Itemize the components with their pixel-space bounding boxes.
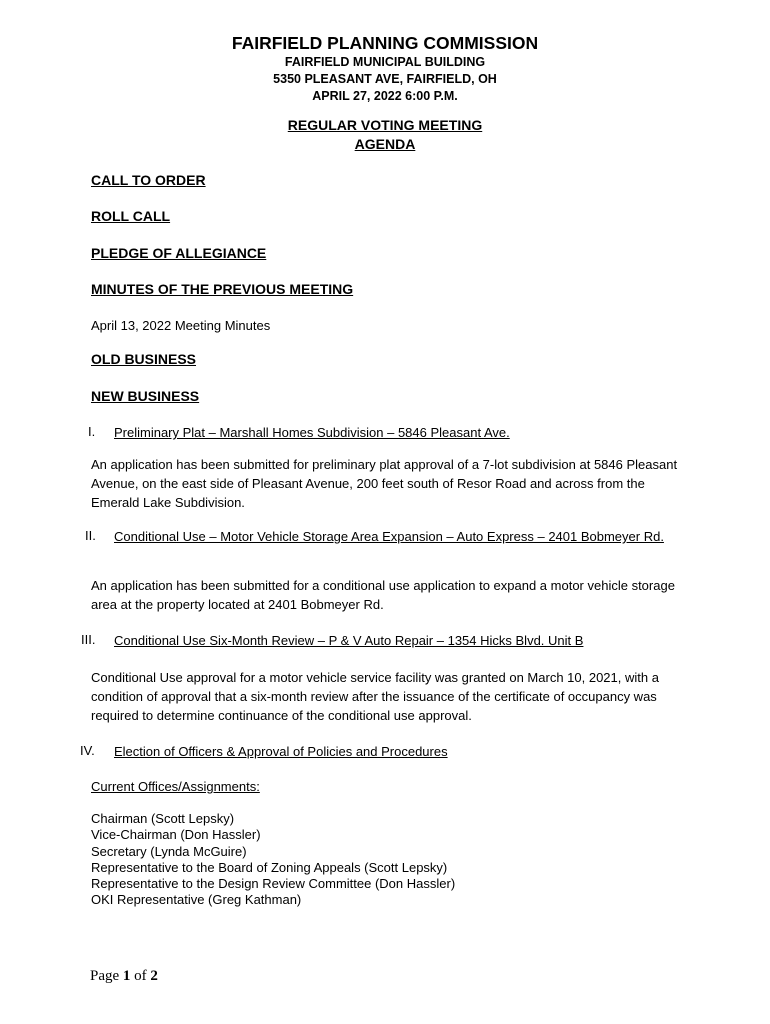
current-offices-heading: Current Offices/Assignments:: [91, 779, 260, 794]
meeting-datetime: APRIL 27, 2022 6:00 P.M.: [312, 89, 458, 103]
list-item: Chairman (Scott Lepsky): [91, 811, 235, 826]
section-old-business: OLD BUSINESS: [91, 351, 197, 367]
item-3-description: Conditional Use approval for a motor vehicle service facility was granted on March 10, 2021, with a condition of approval that a six-month review after the issuance of the certificate of occupancy was required to determine continuance of the conditional use approval.: [91, 670, 659, 723]
item-2-description: An application has been submitted for a conditional use application to expand a motor vehicle storage area at the property located at 2401 Bobmeyer Rd.: [91, 578, 675, 612]
meeting-type: REGULAR VOTING MEETING: [287, 117, 483, 133]
item-3-title: Conditional Use Six-Month Review – P & V Auto Repair – 1354 Hicks Blvd. Unit B: [114, 633, 584, 648]
item-4-title: Election of Officers & Approval of Policies and Procedures: [114, 744, 448, 759]
section-new-business: NEW BUSINESS: [91, 388, 200, 404]
item-1-title: Preliminary Plat – Marshall Homes Subdivision – 5846 Pleasant Ave.: [114, 425, 510, 440]
list-item: Vice-Chairman (Don Hassler): [91, 827, 261, 843]
offices-list: [91, 811, 455, 909]
section-pledge: PLEDGE OF ALLEGIANCE: [91, 245, 267, 261]
minutes-text: April 13, 2022 Meeting Minutes: [91, 318, 271, 333]
item-1-numeral: I.: [88, 424, 96, 439]
item-3-numeral: III.: [81, 632, 96, 647]
item-2-title: Conditional Use – Motor Vehicle Storage Area Expansion – Auto Express – 2401 Bobmeyer Rd.: [114, 529, 664, 544]
list-item: Representative to the Board of Zoning Appeals (Scott Lepsky): [91, 859, 448, 875]
list-item: Secretary (Lynda McGuire): [91, 843, 247, 859]
building-name: FAIRFIELD MUNICIPAL BUILDING: [284, 55, 486, 69]
section-roll-call: ROLL CALL: [91, 208, 171, 224]
list-item: OKI Representative (Greg Kathman): [91, 892, 302, 908]
page-number: Page 1 of 2: [90, 968, 158, 984]
section-minutes: MINUTES OF THE PREVIOUS MEETING: [91, 281, 354, 297]
list-item: Representative to the Design Review Committee (Don Hassler): [91, 876, 456, 892]
building-address: 5350 PLEASANT AVE, FAIRFIELD, OH: [273, 72, 497, 86]
item-4-numeral: IV.: [80, 743, 95, 758]
section-call-to-order: CALL TO ORDER: [91, 172, 206, 188]
commission-title: FAIRFIELD PLANNING COMMISSION: [231, 33, 539, 53]
agenda-heading: AGENDA: [354, 136, 416, 152]
item-2-numeral: II.: [85, 528, 96, 543]
item-1-description: An application has been submitted for preliminary plat approval of a 7-lot subdivision at 5846 Pleasant Avenue, on the east side of Pleasant Avenue, 200 feet south of Resor Road and across from the Emerald Lake Subdivision.: [91, 457, 678, 510]
